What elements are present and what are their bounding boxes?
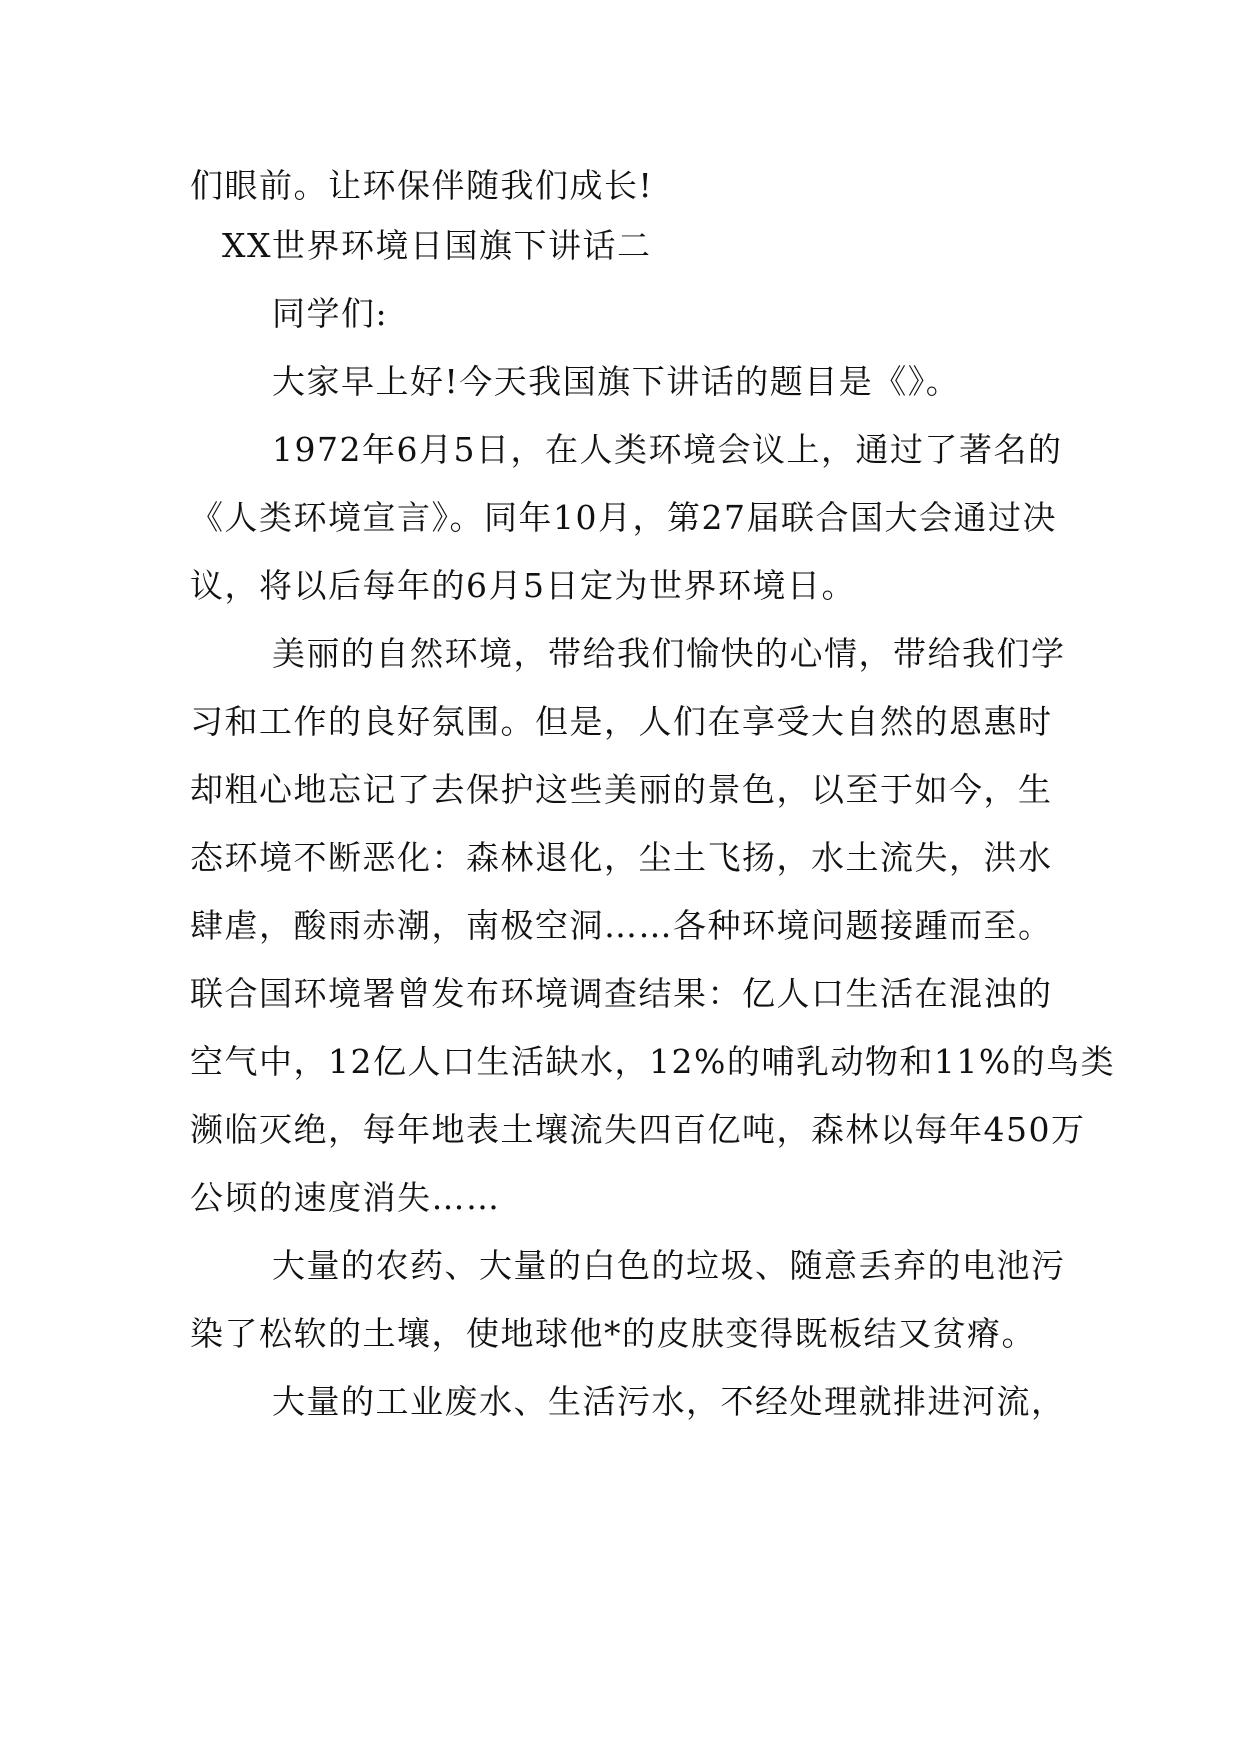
paragraph-line: 1972年6月5日，在人类环境会议上，通过了著名的 [272,430,1063,469]
paragraph-line: 大家早上好!今天我国旗下讲话的题目是《》。 [272,362,961,401]
paragraph-line: 联合国环境署曾发布环境调查结果：亿人口生活在混浊的 [190,974,1053,1013]
paragraph-line: 习和工作的良好氛围。但是，人们在享受大自然的恩惠时 [190,702,1053,741]
paragraph-line: 却粗心地忘记了去保护这些美丽的景色，以至于如今，生 [190,770,1053,809]
paragraph-line: 态环境不断恶化：森林退化，尘土飞扬，水土流失，洪水 [190,838,1053,877]
paragraph-line: 染了松软的土壤，使地球他*的皮肤变得既板结又贫瘠。 [190,1314,1036,1353]
section-title: XX世界环境日国旗下讲话二 [222,226,652,265]
salutation: 同学们: [272,294,389,333]
text-line-continuation: 们眼前。让环保伴随我们成长! [190,166,654,205]
paragraph-line: 美丽的自然环境，带给我们愉快的心情，带给我们学 [272,634,1066,673]
paragraph-line: 大量的工业废水、生活污水，不经处理就排进河流， [272,1382,1066,1421]
paragraph-line: 《人类环境宣言》。同年10月，第27届联合国大会通过决 [190,498,1057,537]
paragraph-line: 大量的农药、大量的白色的垃圾、随意丢弃的电池污 [272,1246,1066,1285]
paragraph-line: 公顷的速度消失…… [190,1178,501,1217]
paragraph-line: 议，将以后每年的6月5日定为世界环境日。 [190,566,856,605]
paragraph-line: 濒临灭绝，每年地表土壤流失四百亿吨，森林以每年450万 [190,1110,1086,1149]
paragraph-line: 空气中，12亿人口生活缺水，12%的哺乳动物和11%的鸟类 [190,1042,1116,1081]
paragraph-line: 肆虐，酸雨赤潮，南极空洞……各种环境问题接踵而至。 [190,906,1053,945]
